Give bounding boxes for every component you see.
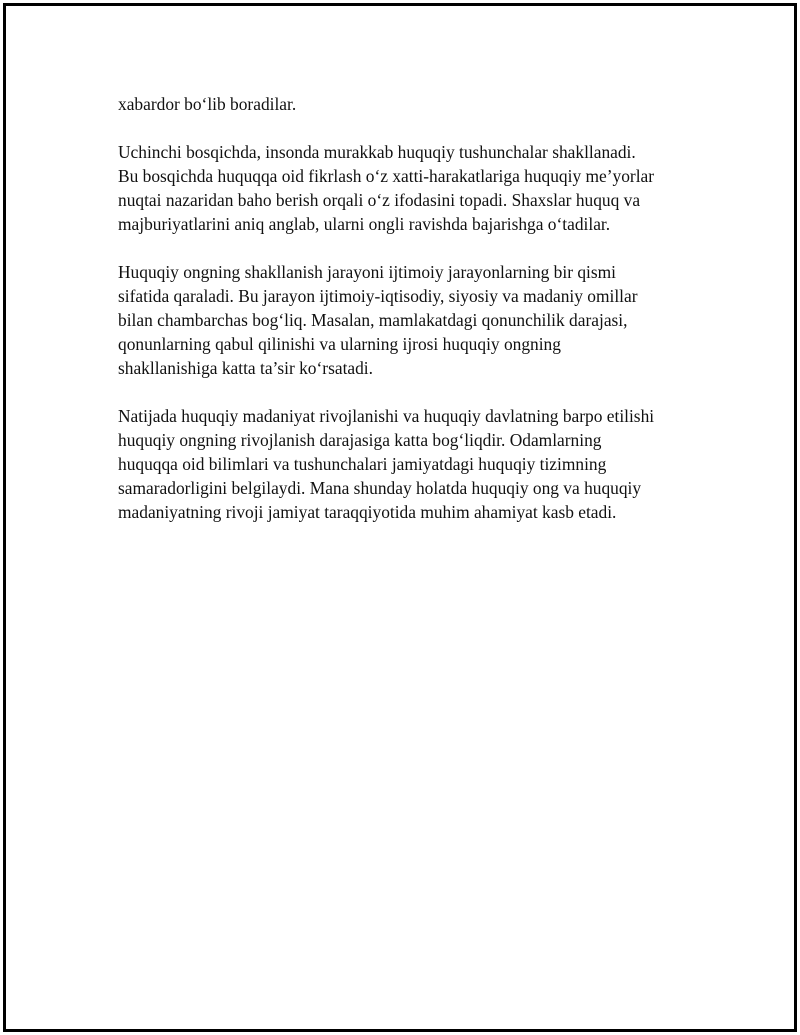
document-body <box>118 92 708 548</box>
paragraph-formation-process: Huquqiy ongning shakllanish jarayoni ijtimoiy jarayonlarning bir qismi sifatida qaraladi. Bu jarayon ijtimoiy-iqtisodiy, siyosiy va madaniy omillar bilan chambarchas bog‘liq. Masalan, mamlakatdagi qonunchilik darajasi, qonunlarning qabul qilinishi va ularning ijrosi huquqiy ongning shakllanishiga katta ta’sir ko‘rsatadi. <box>118 262 638 378</box>
paragraph-third-stage: Uchinchi bosqichda, insonda murakkab huquqiy tushunchalar shakllanadi. Bu bosqichda huquqqa oid fikrlash o‘z xatti-harakatlariga huquqiy me’yorlar nuqtai nazaridan baho berish orqali o‘z ifodasini topadi. Shaxslar huquq va majburiyatlarini aniq anglab, ularni ongli ravishda bajarishga o‘tadilar. <box>118 142 655 234</box>
paragraph-continuation: xabardor bo‘lib boradilar. <box>118 94 297 114</box>
paragraph-conclusion: Natijada huquqiy madaniyat rivojlanishi va huquqiy davlatning barpo etilishi huquqiy ongning rivojlanish darajasiga katta bog‘liqdir. Odamlarning huquqqa oid bilimlari va tushunchalari jamiyatdagi huquqiy tizimning samaradorligini belgilaydi. Mana shunday holatda huquqiy ong va huquqiy madaniyatning rivoji jamiyat taraqqiyotida muhim ahamiyat kasb etadi. <box>118 406 655 522</box>
